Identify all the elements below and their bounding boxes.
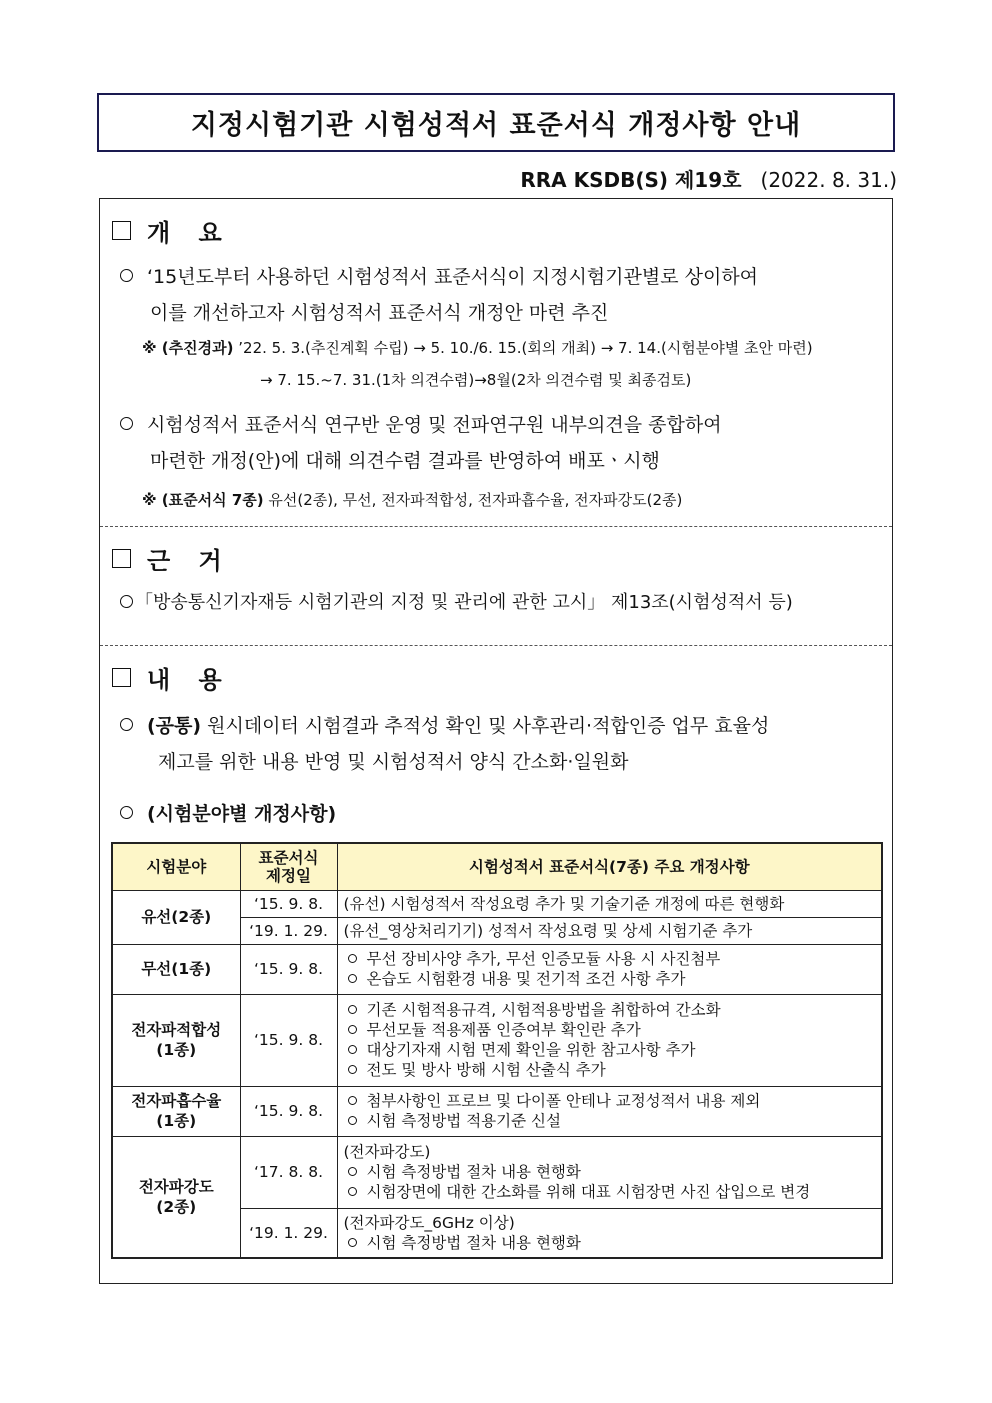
section-heading-content: 내 용: [112, 660, 232, 695]
cell-date: ‘15. 9. 8.: [240, 994, 337, 1086]
circle-bullet-icon: [120, 595, 133, 608]
cell-date: ‘15. 9. 8.: [240, 944, 337, 994]
table-row: [112, 1136, 882, 1208]
cell-field-emc: 전자파적합성 (1종): [112, 994, 240, 1086]
circle-bullet-icon: [348, 1025, 357, 1034]
cell-changes: (유선_영상처리기기) 성적서 작성요령 및 상세 시험기준 추가: [337, 917, 882, 944]
table-row: [112, 890, 882, 917]
overview-note-1: ※ (추진경과) ’22. 5. 3.(추진계획 수립) → 5. 10./6. 15.(회의 개최) → 7. 14.(시험분야별 초안 마련): [142, 339, 813, 357]
cell-changes: (전자파강도) 시험 측정방법 절차 내용 현행화 시험장면에 대한 간소화를 위해 대표 시험장면 사진 삽입으로 변경: [337, 1136, 882, 1208]
cell-field-sar: 전자파흡수율 (1종): [112, 1086, 240, 1136]
table-row: [112, 1086, 882, 1136]
main-frame: [99, 198, 893, 1284]
page-title: 지정시험기관 시험성적서 표준서식 개정사항 안내: [190, 110, 802, 141]
circle-bullet-icon: [348, 1187, 357, 1196]
square-bullet-icon: [112, 668, 131, 687]
circle-bullet-icon: [348, 1238, 357, 1247]
cell-field-strength: 전자파강도 (2종): [112, 1136, 240, 1258]
cell-date: ‘19. 1. 29.: [240, 917, 337, 944]
table-row: [112, 944, 882, 994]
header-field: 시험분야: [112, 843, 240, 890]
cell-field-wired: 유선(2종): [112, 890, 240, 944]
circle-bullet-icon: [120, 718, 133, 731]
title-box: [97, 93, 895, 152]
square-bullet-icon: [112, 221, 131, 240]
basis-bullet: 「방송통신기자재등 시험기관의 지정 및 관리에 관한 고시」 제13조(시험성적서 등): [120, 585, 882, 621]
cell-date: ‘19. 1. 29.: [240, 1208, 337, 1258]
doc-number: RRA KSDB(S) 제19호: [520, 168, 742, 192]
content-field-bullet: (시험분야별 개정사항): [120, 796, 882, 832]
cell-changes: 기존 시험적용규격, 시험적용방법을 취합하여 간소화 무선모듈 적용제품 인증여부 확인란 추가 대상기자재 시험 면제 확인을 위한 참고사항 추가 전도 및 방사 방해 시험 산출식 추가: [337, 994, 882, 1086]
circle-bullet-icon: [120, 806, 133, 819]
doc-number-line: [520, 164, 897, 193]
revision-table: [111, 842, 883, 1259]
circle-bullet-icon: [348, 1045, 357, 1054]
section-basis: [100, 527, 892, 646]
overview-bullet-2: 시험성적서 표준서식 연구반 운영 및 전파연구원 내부의견을 종합하여 마련한 개정(안)에 대해 의견수렴 결과를 반영하여 배포ㆍ시행: [120, 407, 882, 479]
doc-date: (2022. 8. 31.): [760, 168, 897, 192]
circle-bullet-icon: [348, 1065, 357, 1074]
circle-bullet-icon: [348, 974, 357, 983]
cell-date: ‘17. 8. 8.: [240, 1136, 337, 1208]
cell-changes: (유선) 시험성적서 작성요령 추가 및 기술기준 개정에 따른 현행화: [337, 890, 882, 917]
cell-date: ‘15. 9. 8.: [240, 890, 337, 917]
circle-bullet-icon: [120, 417, 133, 430]
header-date: 표준서식 제정일: [240, 843, 337, 890]
square-bullet-icon: [112, 549, 131, 568]
circle-bullet-icon: [348, 954, 357, 963]
cell-changes: (전자파강도_6GHz 이상) 시험 측정방법 절차 내용 현행화: [337, 1208, 882, 1258]
section-overview: [100, 199, 892, 527]
section-heading-basis: 근 거: [112, 541, 232, 576]
circle-bullet-icon: [348, 1096, 357, 1105]
circle-bullet-icon: [348, 1116, 357, 1125]
section-heading-overview: 개 요: [112, 213, 232, 248]
overview-bullet-1: ‘15년도부터 사용하던 시험성적서 표준서식이 지정시험기관별로 상이하여 이를 개선하고자 시험성적서 표준서식 개정안 마련 추진: [120, 259, 882, 331]
cell-date: ‘15. 9. 8.: [240, 1086, 337, 1136]
cell-changes: 첨부사항인 프로브 및 다이폴 안테나 교정성적서 내용 제외 시험 측정방법 적용기준 신설: [337, 1086, 882, 1136]
table-header-row: [112, 843, 882, 890]
cell-field-wireless: 무선(1종): [112, 944, 240, 994]
content-common-bullet: (공통) 원시데이터 시험결과 추적성 확인 및 사후관리·적합인증 업무 효율성 제고를 위한 내용 반영 및 시험성적서 양식 간소화·일원화: [120, 708, 882, 780]
circle-bullet-icon: [120, 269, 133, 282]
header-changes: 시험성적서 표준서식(7종) 주요 개정사항: [337, 843, 882, 890]
circle-bullet-icon: [348, 1167, 357, 1176]
overview-note-1-cont: → 7. 15.~7. 31.(1차 의견수렴)→8월(2차 의견수렴 및 최종검토): [260, 371, 692, 389]
circle-bullet-icon: [348, 1005, 357, 1014]
table-row: [112, 994, 882, 1086]
overview-note-2: ※ (표준서식 7종) 유선(2종), 무선, 전자파적합성, 전자파흡수율, 전자파강도(2종): [142, 491, 683, 509]
cell-changes: 무선 장비사양 추가, 무선 인증모듈 사용 시 사진첨부 온습도 시험환경 내용 및 전기적 조건 사항 추가: [337, 944, 882, 994]
